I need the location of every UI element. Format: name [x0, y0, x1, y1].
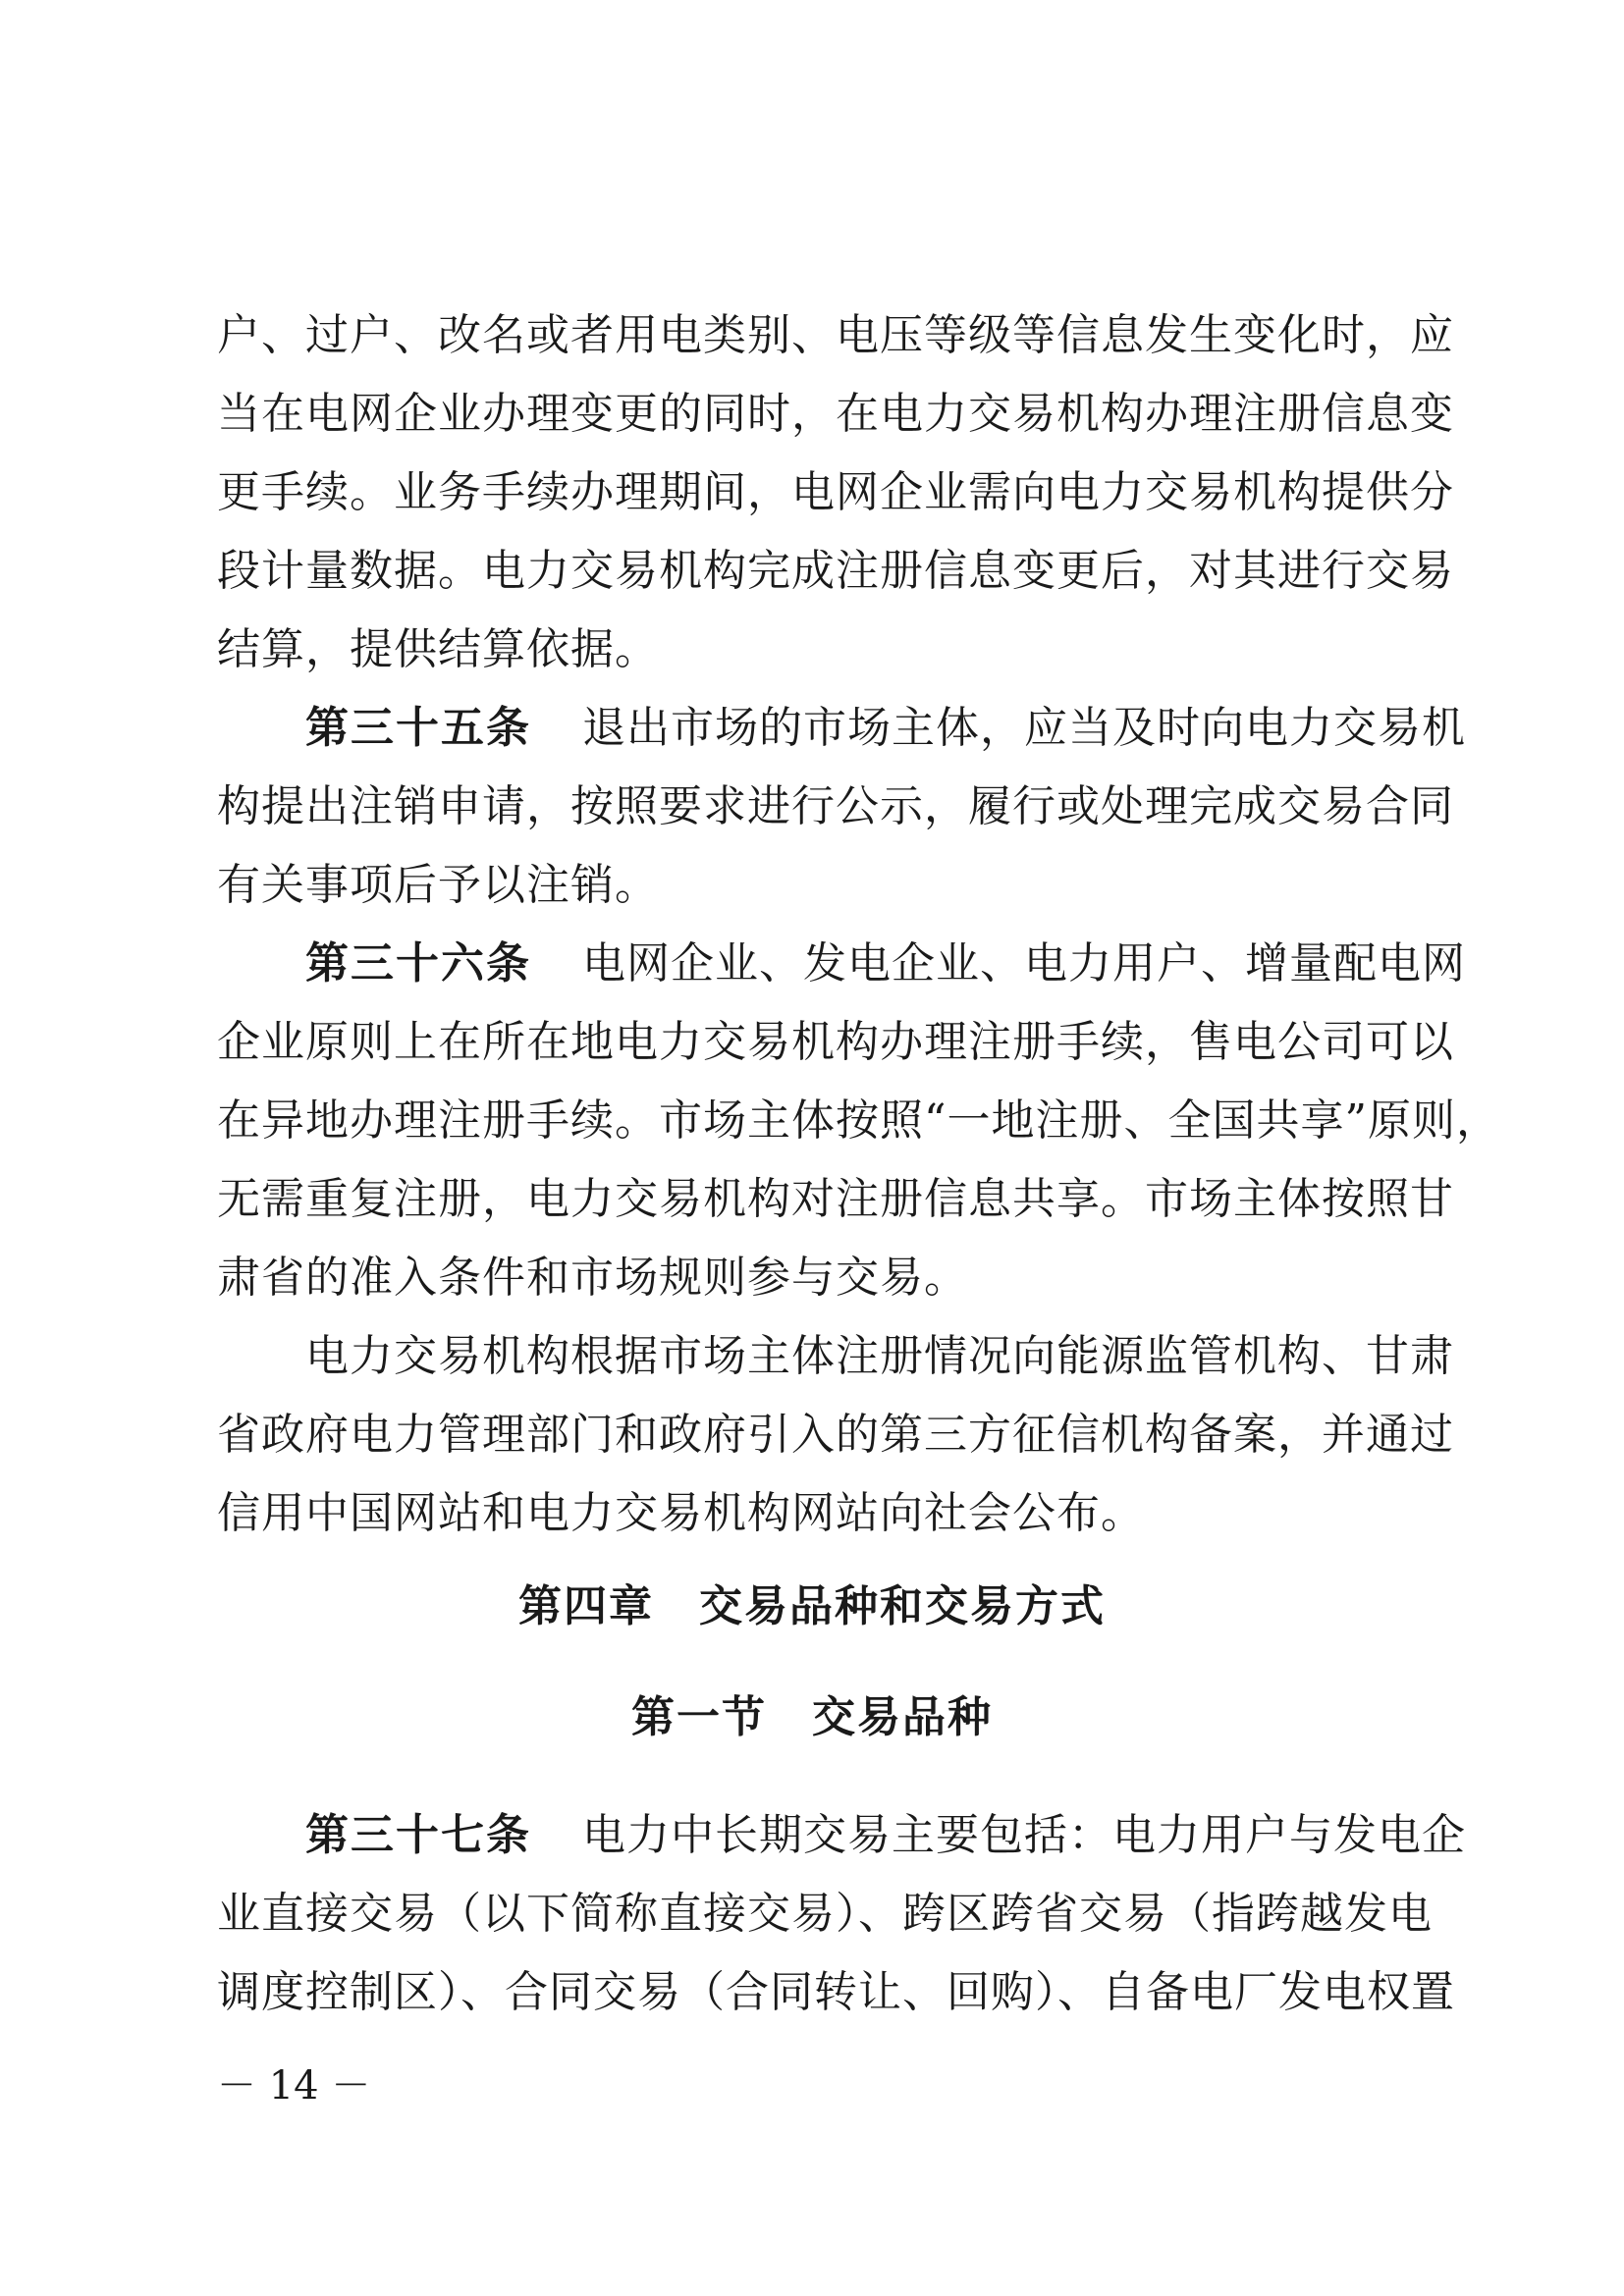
paragraph-line: 构提出注销申请，按照要求进行公示，履行或处理完成交易合同 — [217, 781, 1454, 831]
article-35-text: 退出市场的市场主体，应当及时向电力交易机 — [582, 703, 1466, 753]
article-36-text: 电网企业、发电企业、电力用户、增量配电网 — [582, 938, 1466, 988]
paragraph-line: 调度控制区）、合同交易（合同转让、回购）、自备电厂发电权置 — [217, 1967, 1455, 2017]
chapter-heading: 第四章 交易品种和交易方式 — [518, 1581, 1106, 1631]
article-35-first-line — [305, 689, 1466, 768]
article-37-text: 电力中长期交易主要包括：电力用户与发电企 — [582, 1810, 1466, 1860]
paragraph-line: 更手续。业务手续办理期间，电网企业需向电力交易机构提供分 — [217, 467, 1454, 517]
article-35-label: 第三十五条 — [305, 703, 531, 753]
paragraph-line: 信用中国网站和电力交易机构网站向社会公布。 — [217, 1488, 1145, 1538]
paragraph-line: 段计量数据。电力交易机构完成注册信息变更后，对其进行交易 — [217, 546, 1454, 596]
section-heading: 第一节 交易品种 — [631, 1692, 993, 1742]
paragraph-line: 业直接交易（以下简称直接交易）、跨区跨省交易（指跨越发电 — [217, 1889, 1433, 1939]
paragraph-line: 当在电网企业办理变更的同时，在电力交易机构办理注册信息变 — [217, 389, 1454, 439]
article-36-first-line — [305, 925, 1466, 1003]
article-37-label: 第三十七条 — [305, 1810, 531, 1860]
paragraph-line: 户、过户、改名或者用电类别、电压等级等信息发生变化时，应 — [217, 310, 1454, 360]
paragraph-line: 肃省的准入条件和市场规则参与交易。 — [217, 1253, 968, 1303]
page-number: － 14 － — [217, 2063, 371, 2109]
paragraph-line: 在异地办理注册手续。市场主体按照“一地注册、全国共享”原则， — [217, 1095, 1500, 1146]
article-37-first-line — [305, 1796, 1466, 1875]
paragraph-line: 无需重复注册，电力交易机构对注册信息共享。市场主体按照甘 — [217, 1174, 1454, 1224]
paragraph-line: 有关事项后予以注销。 — [217, 860, 659, 910]
paragraph-line: 省政府电力管理部门和政府引入的第三方征信机构备案，并通过 — [217, 1410, 1454, 1460]
paragraph-line: 结算，提供结算依据。 — [217, 624, 659, 674]
article-36-label: 第三十六条 — [305, 938, 531, 988]
paragraph-line: 电力交易机构根据市场主体注册情况向能源监管机构、甘肃 — [305, 1331, 1454, 1381]
paragraph-line: 企业原则上在所在地电力交易机构办理注册手续，售电公司可以 — [217, 1017, 1454, 1067]
